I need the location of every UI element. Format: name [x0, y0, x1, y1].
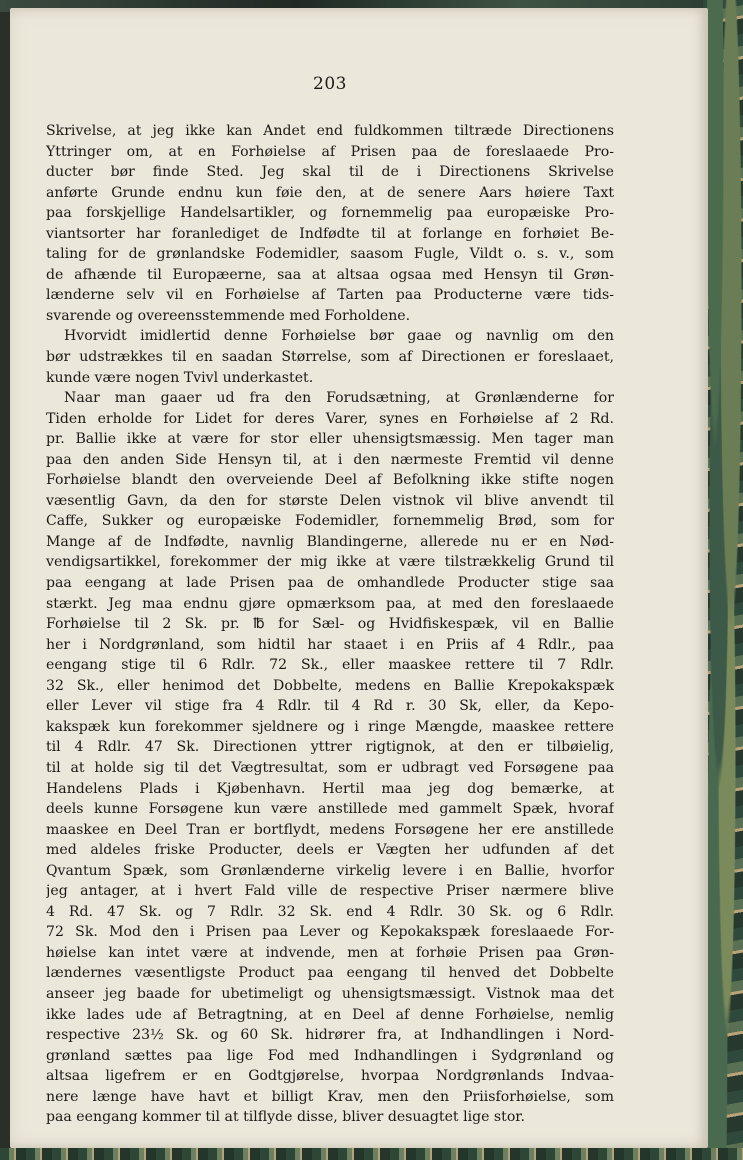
text-line: 72 Sk. Mod den i Prisen paa Lever og Kepokakspæk foreslaaede For-: [46, 924, 614, 941]
text-line: anførte Grunde endnu kun føie den, at de senere Aars høiere Taxt: [46, 184, 614, 201]
text-line: bør udstrækkes til en saadan Størrelse, som af Directionen er foreslaaet,: [46, 349, 614, 366]
text-line: paa den anden Side Hensyn til, at i den nærmeste Fremtid vil denne: [46, 451, 614, 468]
text-line: svarende og overeensstemmende med Forholdene.: [46, 307, 411, 324]
text-line: her i Nordgrønland, som hidtil har staaet i en Priis af 4 Rdlr., paa: [46, 636, 614, 653]
text-line: vendigsartikkel, forekommer der mig ikke at være tilstrækkelig Grund til: [46, 554, 614, 571]
text-line: pr. Ballie ikke at være for stor eller uhensigtsmæssig. Men tager man: [46, 431, 614, 448]
text-line: kakspæk kun forekommer sjeldnere og i ringe Mængde, maaskee rettere: [46, 718, 614, 735]
text-line: taling for de grønlandske Fodemidler, saasom Fugle, Vildt o. s. v., som: [46, 246, 614, 263]
text-line: de afhænde til Europæerne, saa at altsaa ogsaa med Hensyn til Grøn-: [46, 266, 614, 283]
text-line: Hvorvidt imidlertid denne Forhøielse bør gaae og navnlig om den: [64, 328, 614, 345]
text-line: Forhøielse blandt den overveiende Deel af Befolkning ikke stifte nogen: [46, 472, 614, 489]
page-number: 203: [313, 74, 347, 94]
text-line: høielse kan intet være at indvende, men at forhøie Prisen paa Grøn-: [46, 944, 614, 961]
text-line: Tiden erholde for Lidet for deres Varer, synes en Forhøielse af 2 Rd.: [46, 410, 614, 427]
text-line: væsentlig Gavn, da den for største Delen vistnok vil blive anvendt til: [46, 492, 614, 509]
text-line: Yttringer om, at en Forhøielse af Prisen paa de foreslaaede Pro-: [46, 143, 614, 160]
text-line: altsaa ligefrem er en Godtgjørelse, hvorpaa Nordgrønlands Indvaa-: [46, 1068, 614, 1085]
text-line: kunde være nogen Tvivl underkastet.: [46, 369, 314, 386]
bottom-cover-edge: [0, 1148, 743, 1160]
text-line: Forhøielse til 2 Sk. pr. ℔ for Sæl- og Hvidfiskespæk, vil en Ballie: [46, 616, 614, 633]
text-line: paa eengang at lade Prisen paa de omhandlede Producter stige saa: [46, 575, 614, 592]
text-line: Mange af de Indfødte, navnlig Blandingerne, allerede nu er en Nød-: [46, 533, 614, 550]
text-line: nere længe have havt et billigt Krav, men den Priisforhøielse, som: [46, 1088, 614, 1105]
text-line: eller Lever vil stige fra 4 Rdlr. til 4 Rd r. 30 Sk, eller, da Kepo-: [46, 698, 614, 715]
text-line: jeg antager, at i hvert Fald ville de respective Priser nærmere blive: [46, 883, 614, 900]
text-line: Caffe, Sukker og europæiske Fodemidler, fornemmelig Brød, som for: [46, 513, 614, 530]
text-line: anseer jeg baade for ubetimeligt og uhensigtsmæssigt. Vistnok maa det: [46, 985, 614, 1002]
text-line: stærkt. Jeg maa endnu gjøre opmærksom paa, at med den foreslaaede: [46, 595, 614, 612]
text-line: respective 23½ Sk. og 60 Sk. hidrører fra, at Indhandlingen i Nord-: [46, 1027, 614, 1044]
text-line: paa forskjellige Handelsartikler, og fornemmelig paa europæiske Pro-: [46, 205, 614, 222]
text-line: deels kunne Forsøgene kun være anstillede med gammelt Spæk, hvoraf: [46, 801, 614, 818]
text-line: ducter bør finde Sted. Jeg skal til de i Directionens Skrivelse: [46, 164, 614, 181]
text-line: til at holde sig til det Vægtresultat, som er udbragt ved Forsøgene paa: [46, 759, 614, 776]
text-line: lændernes væsentligste Product paa eengang til henved det Dobbelte: [46, 965, 614, 982]
text-line: Skrivelse, at jeg ikke kan Andet end fuldkommen tiltræde Directionens: [46, 123, 614, 139]
text-line: til 4 Rdlr. 47 Sk. Directionen yttrer rigtignok, at den er tilbøielig,: [46, 739, 614, 756]
page-text-body: [46, 121, 614, 1128]
text-line: med aldeles friske Producter, deels er Vægten her udfunden af det: [46, 842, 614, 859]
text-line: ikke lades ude af Betragtning, at en Deel af denne Forhøielse, nemlig: [46, 1006, 614, 1023]
text-line: viantsorter har foranlediget de Indfødte til at forlange en forhøiet Be-: [46, 225, 614, 242]
text-line: 4 Rd. 47 Sk. og 7 Rdlr. 32 Sk. end 4 Rdlr. 30 Sk. og 6 Rdlr.: [46, 903, 614, 920]
text-line: paa eengang kommer til at tilflyde disse, bliver desuagtet lige stor.: [46, 1109, 525, 1126]
text-line: lænderne selv vil en Forhøielse af Tarten paa Producterne være tids-: [46, 287, 614, 304]
book-page: [10, 8, 708, 1148]
text-line: Qvantum Spæk, som Grønlænderne virkelig levere i en Ballie, hvorfor: [46, 862, 614, 879]
text-line: maaskee en Deel Tran er bortflydt, medens Forsøgene her ere anstillede: [46, 821, 614, 838]
text-line: grønland sættes paa lige Fod med Indhandlingen i Sydgrønland og: [46, 1047, 614, 1064]
text-line: Naar man gaaer ud fra den Forudsætning, at Grønlænderne for: [64, 390, 614, 407]
text-line: eengang stige til 6 Rdlr. 72 Sk., eller maaskee rettere til 7 Rdlr.: [46, 657, 614, 674]
text-line: Handelens Plads i Kjøbenhavn. Hertil maa jeg dog bemærke, at: [46, 780, 614, 797]
marbled-book-edge: [703, 0, 743, 1160]
text-line: 32 Sk., eller henimod det Dobbelte, medens en Ballie Krepokakspæk: [46, 677, 614, 694]
